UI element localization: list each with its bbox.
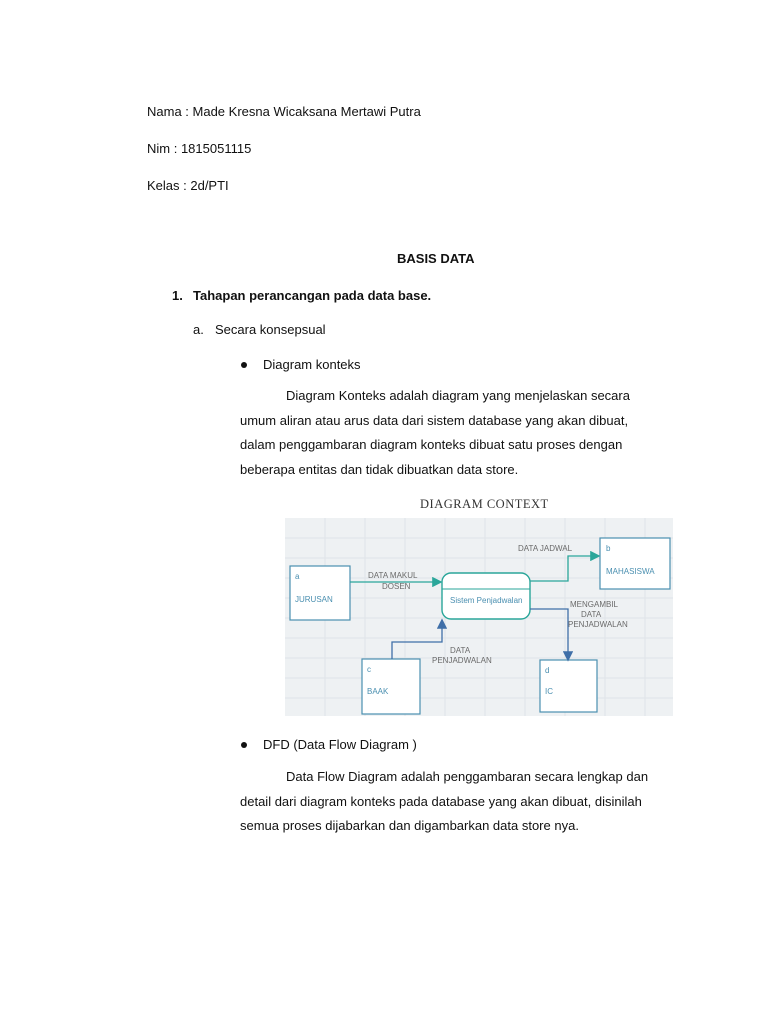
section-heading: Tahapan perancangan pada data base.	[193, 288, 432, 303]
para1-line-2: umum aliran atau arus data dari sistem database yang akan dibuat,	[240, 412, 629, 428]
para1-line-3: dalam penggambaran diagram konteks dibuat satu proses dengan	[240, 437, 623, 452]
para2-line-2: detail dari diagram konteks pada database yang akan dibuat, disinilah	[240, 793, 642, 809]
entity-ic-name: IC	[545, 687, 553, 696]
section-number: 1.	[172, 288, 183, 303]
sub-letter: a.	[193, 322, 204, 337]
context-diagram	[285, 518, 673, 716]
process-label: Sistem Penjadwalan	[450, 596, 523, 605]
entity-mahasiswa-box	[600, 538, 670, 589]
entity-mahasiswa-id: b	[606, 544, 611, 553]
flow-label-data-makul-1: DATA MAKUL	[368, 571, 418, 580]
flow-label-data-makul-2: DOSEN	[382, 582, 411, 591]
flow-label-mengambil-1: MENGAMBIL	[570, 600, 619, 609]
nama-line: Nama : Made Kresna Wicaksana Mertawi Putra	[147, 104, 421, 119]
bullet-label-2: DFD (Data Flow Diagram )	[263, 737, 417, 752]
entity-baak-name: BAAK	[367, 687, 389, 696]
kelas-line: Kelas : 2d/PTI	[147, 178, 229, 193]
nim-line: Nim : 1815051115	[147, 141, 252, 156]
para2-line-1: Data Flow Diagram adalah penggambaran secara lengkap dan	[286, 769, 649, 784]
flow-label-data-penj-2: PENJADWALAN	[432, 656, 492, 665]
entity-jurusan-name: JURUSAN	[295, 595, 333, 604]
para1-line-1: Diagram Konteks adalah diagram yang menjelaskan secara	[286, 388, 630, 403]
bullet-label-1: Diagram konteks	[263, 357, 361, 372]
diagram-title: DIAGRAM CONTEXT	[420, 497, 549, 511]
entity-baak-id: c	[367, 665, 371, 674]
flow-label-mengambil-3: PENJADWALAN	[568, 620, 628, 629]
flow-label-data-penj-1: DATA	[450, 646, 471, 655]
para2-line-3: semua proses dijabarkan dan digambarkan data store nya.	[240, 818, 579, 833]
entity-mahasiswa-name: MAHASISWA	[606, 567, 655, 576]
sub-heading: Secara konsepsual	[215, 322, 326, 337]
flow-label-mengambil-2: DATA	[581, 610, 602, 619]
flow-label-data-jadwal: DATA JADWAL	[518, 544, 573, 553]
paragraph-dfd	[240, 765, 660, 839]
document-title: BASIS DATA	[397, 251, 475, 266]
bullet-dot-1	[241, 362, 247, 368]
bullet-dot-2	[241, 742, 247, 748]
paragraph-diagram-konteks	[240, 384, 660, 482]
entity-ic-id: d	[545, 666, 550, 675]
para1-line-4: beberapa entitas dan tidak dibuatkan data store.	[240, 461, 519, 477]
entity-jurusan-id: a	[295, 572, 300, 581]
